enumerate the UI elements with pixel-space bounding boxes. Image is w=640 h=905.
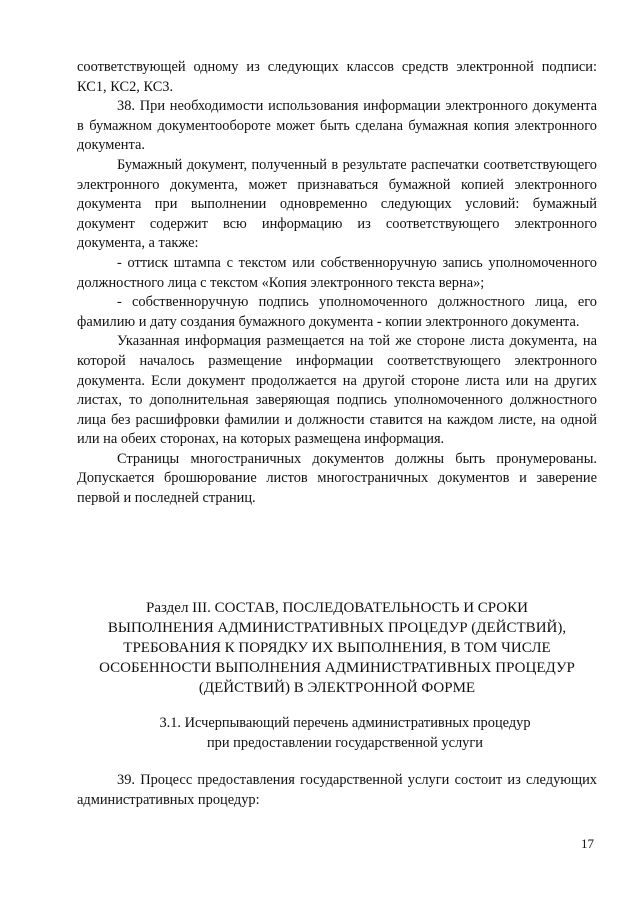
paragraph-paper-document: Бумажный документ, полученный в результате распечатки соответствующего электронного документа, может признаваться бумажной копией электронного документа при выполнении одновременно следующих условий: бумажный документ содержит всю информацию из соответствующего электронного документа, а также:: [77, 156, 597, 252]
paragraph-38: 38. При необходимости использования информации электронного документа в бумажном документообороте может быть сделана бумажная копия электронного документа.: [77, 98, 597, 154]
paragraph-info-placement: Указанная информация размещается на той же стороне листа документа, на которой началось размещение информации соответствующего электронного документа. Если документ продолжается на другой стороне листа или на других листах, то дополнительная заверяющая подпись уполномоченного должностного лица без расшифровки фамилии и должности ставится на каждом листе, на одной или на обеих сторонах, на которых размещена информация.: [77, 333, 597, 448]
body-text-top: [77, 58, 597, 509]
paragraph-stamp-item: - оттиск штампа с текстом или собственноручную запись уполномоченного должностного лица с текстом «Копия электронного текста верна»;: [77, 254, 597, 291]
paragraph-39: 39. Процесс предоставления государственной услуги состоит из следующих административных процедур:: [77, 772, 597, 808]
section-heading-line: ОСОБЕННОСТИ ВЫПОЛНЕНИЯ АДМИНИСТРАТИВНЫХ ПРОЦЕДУР: [99, 660, 575, 676]
section-heading-line: ТРЕБОВАНИЯ К ПОРЯДКУ ИХ ВЫПОЛНЕНИЯ, В ТОМ ЧИСЛЕ: [123, 640, 551, 656]
subheading-line: при предоставлении государственной услуги: [206, 735, 483, 751]
section-heading: [82, 598, 592, 698]
page-number: 17: [581, 836, 594, 851]
subheading-line: 3.1. Исчерпывающий перечень административных процедур: [159, 715, 531, 731]
paragraph-page-numbering: Страницы многостраничных документов должны быть пронумерованы. Допускается брошюрование листов многостраничных документов и заверение первой и последней страниц.: [77, 450, 597, 507]
body-text-bottom: [77, 771, 597, 810]
section-heading-line: Раздел III. СОСТАВ, ПОСЛЕДОВАТЕЛЬНОСТЬ И СРОКИ: [146, 600, 528, 616]
section-heading-line: (ДЕЙСТВИЙ) В ЭЛЕКТРОННОЙ ФОРМЕ: [198, 680, 476, 696]
subheading: [120, 713, 570, 753]
paragraph-signature-classes: соответствующей одному из следующих классов средств электронной подписи: КС1, КС2, КС3.: [77, 59, 597, 95]
section-heading-line: ВЫПОЛНЕНИЯ АДМИНИСТРАТИВНЫХ ПРОЦЕДУР (ДЕЙСТВИЙ),: [107, 620, 567, 636]
paragraph-signature-item: - собственноручную подпись уполномоченного должностного лица, его фамилию и дату создания бумажного документа - копии электронного документа.: [77, 294, 597, 330]
